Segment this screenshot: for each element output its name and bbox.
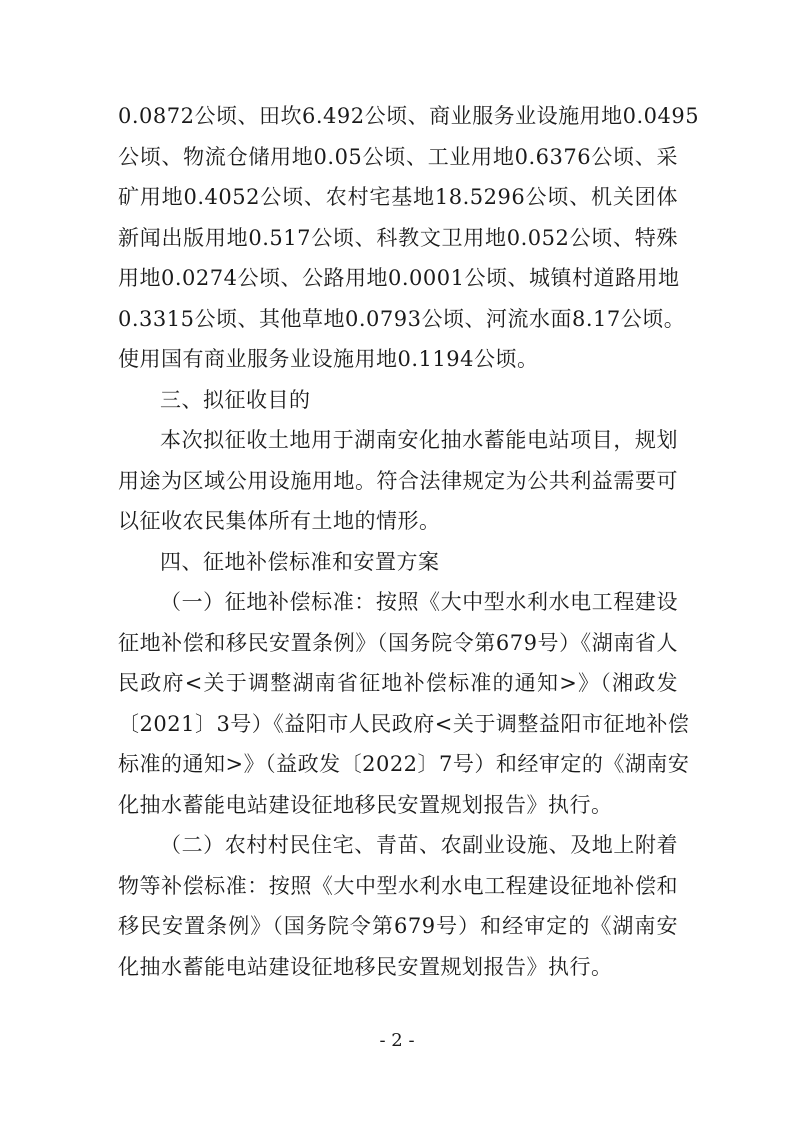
paragraph-line: 物等补偿标准：按照《大中型水利水电工程建设征地补偿和 bbox=[118, 873, 678, 898]
paragraph-line: 用途为区域公用设施用地。符合法律规定为公共利益需要可 bbox=[118, 468, 678, 493]
section-heading-three: 三、拟征收目的 bbox=[160, 387, 311, 412]
paragraph-line: 〔2021〕3号）《益阳市人民政府<关于调整益阳市征地补偿 bbox=[118, 711, 690, 736]
document-body bbox=[118, 96, 700, 987]
paragraph-line: 化抽水蓄能电站建设征地移民安置规划报告》执行。 bbox=[118, 954, 613, 979]
paragraph-line: 移民安置条例》（国务院令第679号）和经审定的《湖南安 bbox=[118, 914, 678, 938]
paragraph-line: 用地0.0274公顷、公路用地0.0001公顷、城镇村道路用地 bbox=[118, 266, 680, 290]
paragraph-line: 0.0872公顷、田坎6.492公顷、商业服务业设施用地0.0495 bbox=[118, 104, 700, 128]
paragraph-line: （一）征地补偿标准：按照《大中型水利水电工程建设 bbox=[160, 590, 678, 614]
section-heading-four: 四、征地补偿标准和安置方案 bbox=[160, 549, 440, 574]
paragraph-line: 化抽水蓄能电站建设征地移民安置规划报告》执行。 bbox=[118, 792, 613, 817]
paragraph-line: 使用国有商业服务业设施用地0.1194公顷。 bbox=[118, 347, 539, 371]
paragraph-line: 民政府<关于调整湖南省征地补偿标准的通知>》（湘政发 bbox=[118, 671, 678, 695]
paragraph-line: 标准的通知>》（益政发〔2022〕7号）和经审定的《湖南安 bbox=[118, 752, 690, 776]
paragraph-line: 本次拟征收土地用于湖南安化抽水蓄能电站项目，规划 bbox=[160, 428, 678, 452]
paragraph-line: 0.3315公顷、其他草地0.0793公顷、河流水面8.17公顷。 bbox=[118, 306, 686, 331]
page-number: - 2 - bbox=[379, 1030, 415, 1051]
paragraph-line: 公顷、物流仓储用地0.05公顷、工业用地0.6376公顷、采 bbox=[118, 144, 678, 169]
paragraph-line: 以征收农民集体所有土地的情形。 bbox=[118, 509, 441, 533]
paragraph-line: 矿用地0.4052公顷、农村宅基地18.5296公顷、机关团体 bbox=[118, 185, 678, 209]
paragraph-line: 新闻出版用地0.517公顷、科教文卫用地0.052公顷、特殊 bbox=[118, 225, 678, 250]
paragraph-line: 征地补偿和移民安置条例》（国务院令第679号）《湖南省人 bbox=[118, 630, 678, 655]
paragraph-line: （二）农村村民住宅、青苗、农副业设施、及地上附着 bbox=[160, 833, 678, 857]
